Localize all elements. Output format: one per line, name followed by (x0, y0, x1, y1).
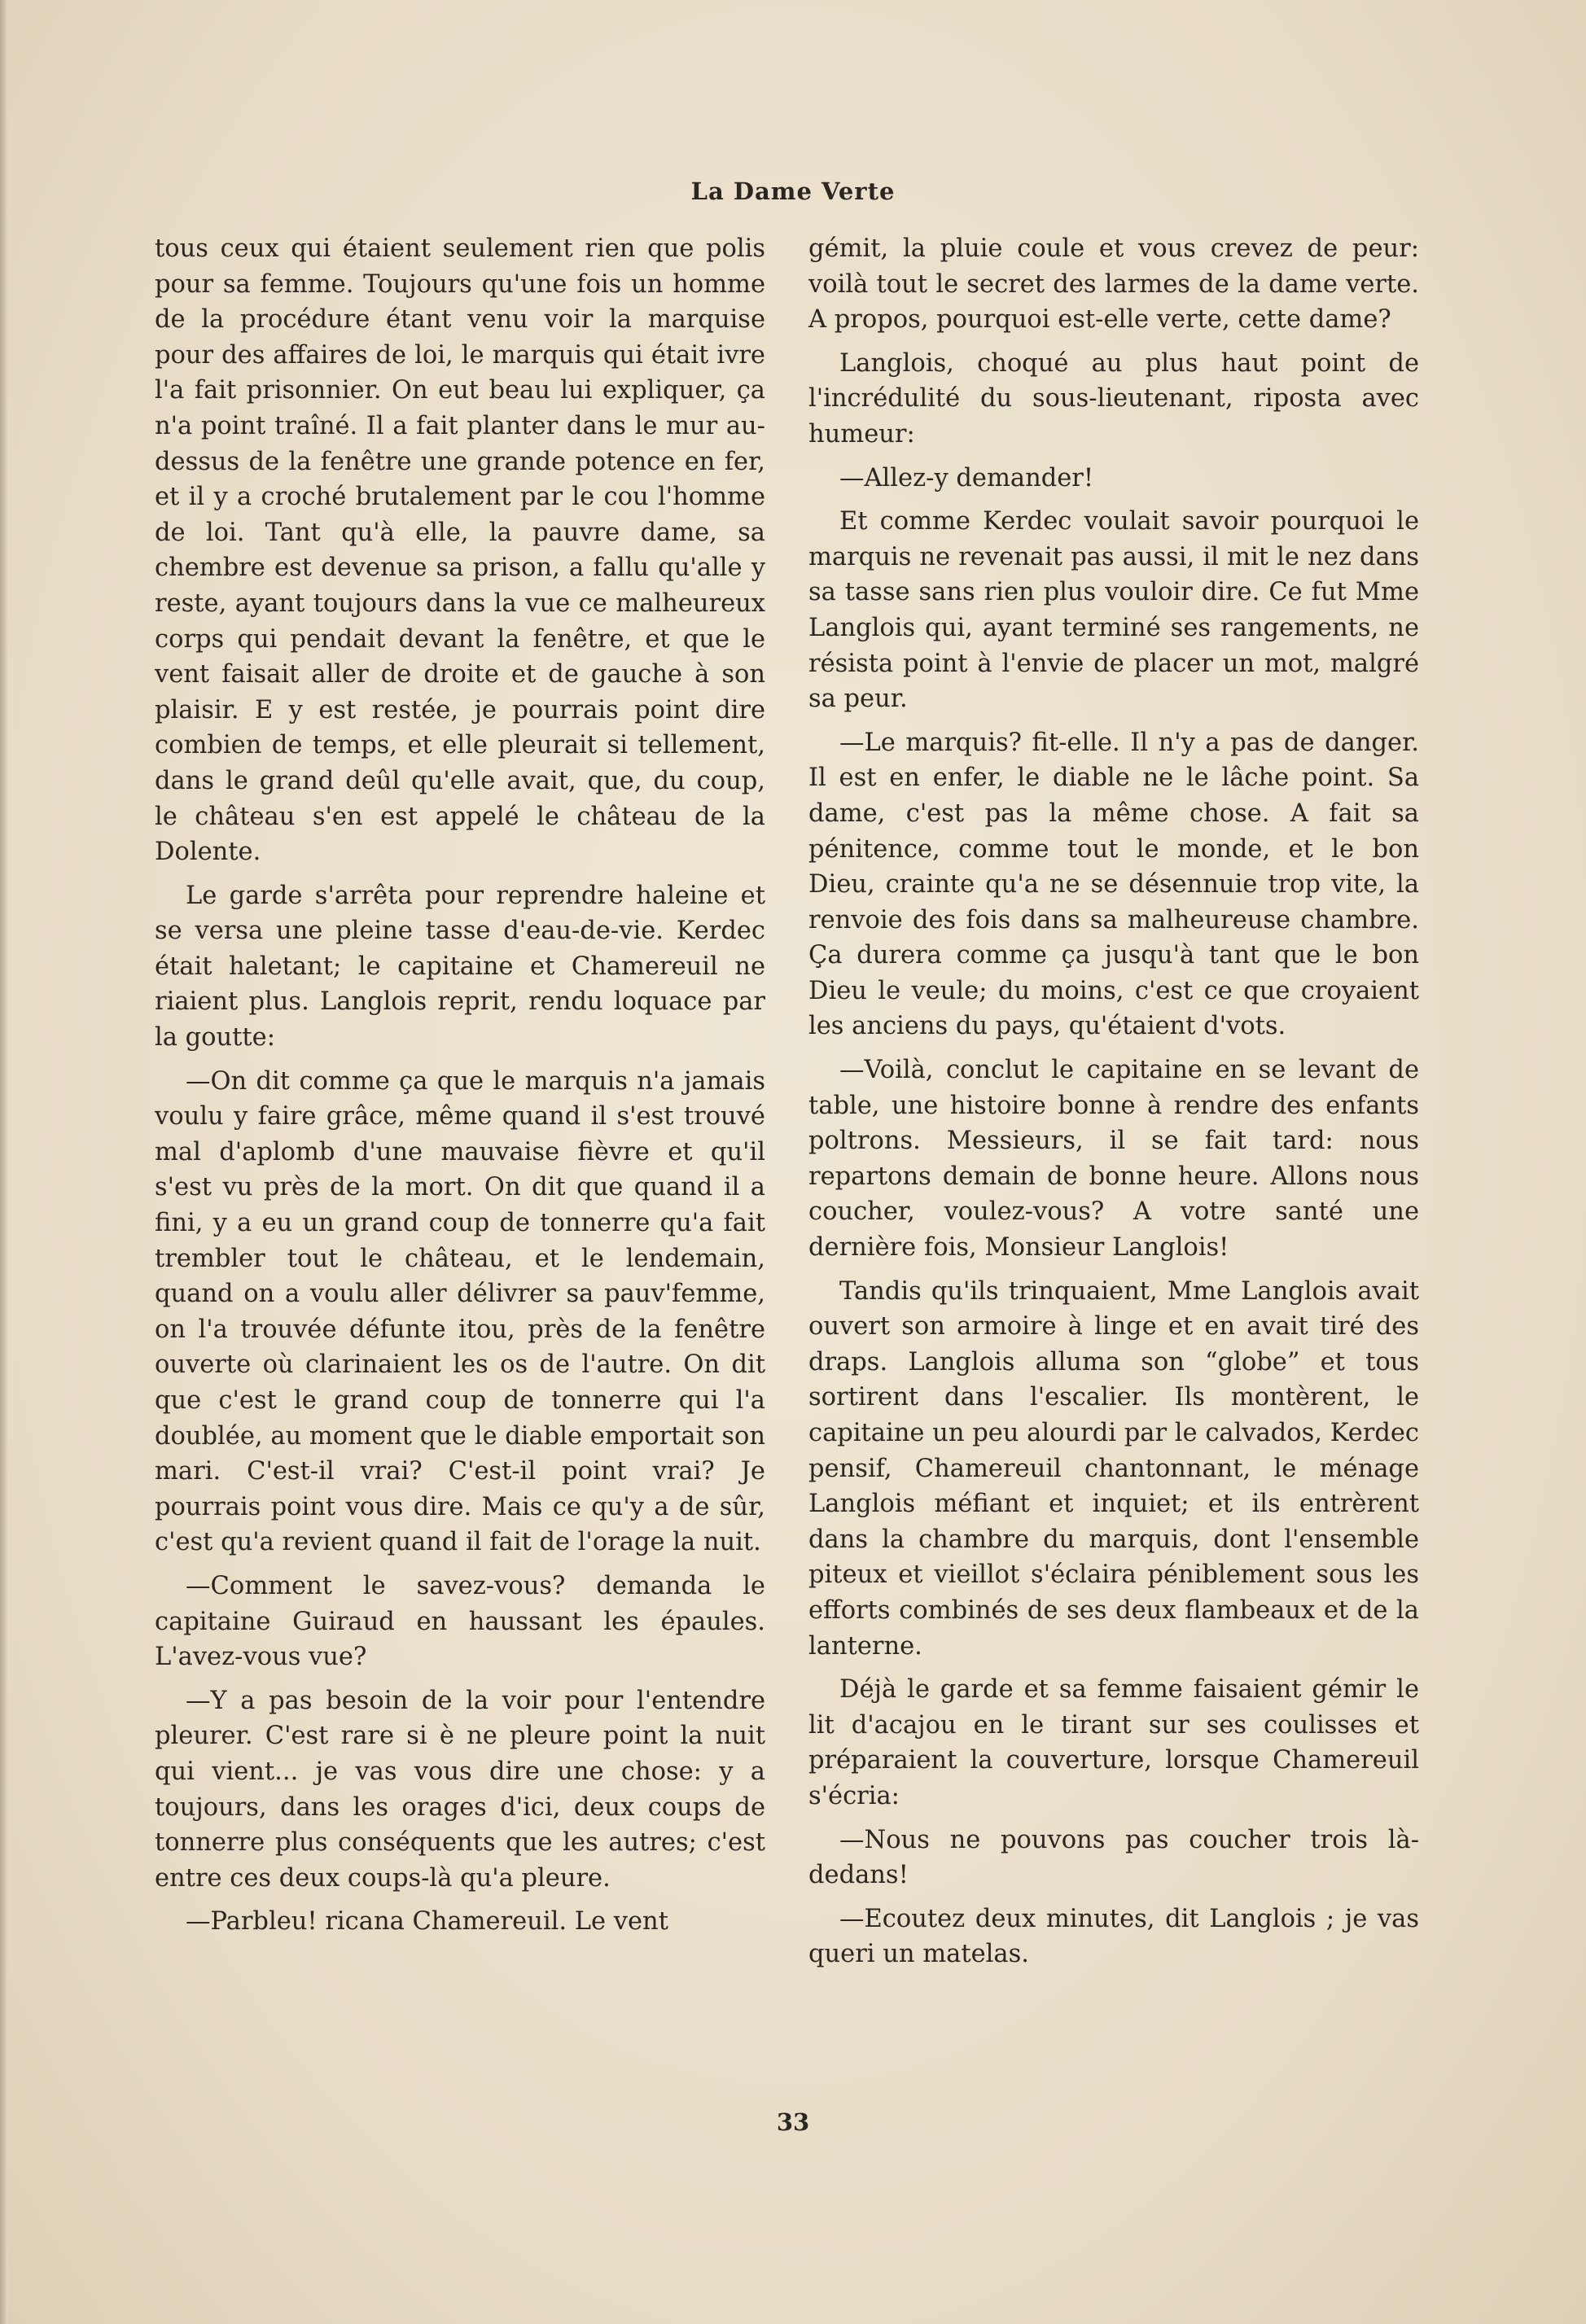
paragraph: —Nous ne pouvons pas coucher trois là-dedans! (808, 1825, 1419, 1890)
running-title: La Dame Verte (690, 177, 896, 205)
left-column (155, 231, 765, 1940)
paragraph: tous ceux qui étaient seulement rien que polis pour sa femme. Toujours qu'une fois un homme de la procédure étant venu voir la marquise pour des affaires de loi, le marquis qui était ivre l'a fait prisonnier. On eut beau lui expliquer, ça n'a point traîné. Il a fait planter dans le mur au-dessus de la fenêtre une grande potence en fer, et il y a croché brutalement par le cou l'homme de loi. Tant qu'à elle, la pauvre dame, sa chembre est devenue sa prison, a fallu qu'alle y reste, ayant toujours dans la vue ce malheureux corps qui pendait devant la fenêtre, et que le vent faisait aller de droite et de gauche à son plaisir. E y est restée, je pourrais point dire combien de temps, et elle pleurait si tellement, dans le grand deûl qu'elle avait, que, du coup, le château s'en est appelé le château de la Dolente. (155, 234, 765, 867)
paragraph: Le garde s'arrêta pour reprendre haleine et se versa une pleine tasse d'eau-de-vie. Kerdec était haletant; le capitaine et Chamereuil ne riaient plus. Langlois reprit, rendu loquace par la goutte: (155, 881, 765, 1053)
page-number: 33 (776, 2108, 810, 2136)
paragraph: —Voilà, conclut le capitaine en se levant de table, une histoire bonne à rendre des enfants poltrons. Messieurs, il se fait tard: nous repartons demain de bonne heure. Allons nous coucher, voulez-vous? A votre santé une dernière fois, Monsieur Langlois! (808, 1056, 1419, 1263)
right-column (808, 231, 1419, 1972)
paragraph: —Le marquis? fit-elle. Il n'y a pas de danger. Il est en enfer, le diable ne le lâche point. Sa dame, c'est pas la même chose. A fait sa pénitence, comme tout le monde, et le bon Dieu, crainte qu'a ne se désennuie trop vite, la renvoie des fois dans sa malheureuse chambre. Ça durera comme ça jusqu'à tant que le bon Dieu le veule; du moins, c'est ce que croyaient les anciens du pays, qu'étaient d'vots. (808, 728, 1419, 1041)
paragraph: Déjà le garde et sa femme faisaient gémir le lit d'acajou en le tirant sur ses coulisses et préparaient la couverture, lorsque Chamereuil s'écria: (808, 1675, 1419, 1810)
page-binding-edge (0, 0, 8, 2324)
paragraph: Et comme Kerdec voulait savoir pourquoi le marquis ne revenait pas aussi, il mit le nez dans sa tasse sans rien plus vouloir dire. Ce fut Mme Langlois qui, ayant terminé ses rangements, ne résista point à l'envie de placer un mot, malgré sa peur. (808, 507, 1419, 714)
paragraph: —On dit comme ça que le marquis n'a jamais voulu y faire grâce, même quand il s'est trouvé mal d'aplomb d'une mauvaise fièvre et qu'il s'est vu près de la mort. On dit que quand il a fini, y a eu un grand coup de tonnerre qu'a fait trembler tout le château, et le lendemain, quand on a voulu aller délivrer sa pauv'femme, on l'a trouvée défunte itou, près de la fenêtre ouverte où clarinaient les os de l'autre. On dit que c'est le grand coup de tonnerre qui l'a doublée, au moment que le diable emportait son mari. C'est-il vrai? C'est-il point vrai? Je pourrais point vous dire. Mais ce qu'y a de sûr, c'est qu'a revient quand il fait de l'orage la nuit. (155, 1066, 765, 1557)
paragraph: Tandis qu'ils trinquaient, Mme Langlois avait ouvert son armoire à linge et en avait tiré des draps. Langlois alluma son “globe” et tous sortirent dans l'escalier. Ils montèrent, le capitaine un peu alourdi par le calvados, Kerdec pensif, Chamereuil chantonnant, le ménage Langlois méfiant et inquiet; et ils entrèrent dans la chambre du marquis, dont l'ensemble piteux et vieillot s'éclaira péniblement sous les efforts combinés de ses deux flambeaux et de la lanterne. (808, 1276, 1419, 1661)
paragraph: Langlois, choqué au plus haut point de l'incrédulité du sous-lieutenant, riposta avec humeur: (808, 348, 1419, 449)
paragraph: —Comment le savez-vous? demanda le capitaine Guiraud en haussant les épaules. L'avez-vous vue? (155, 1571, 765, 1672)
paragraph: —Allez-y demander! (839, 463, 1094, 492)
paragraph: —Y a pas besoin de la voir pour l'entendre pleurer. C'est rare si è ne pleure point la nuit qui vient... je vas vous dire une chose: y a toujours, dans les orages d'ici, deux coups de tonnerre plus conséquents que les autres; c'est entre ces deux coups-là qu'a pleure. (155, 1686, 765, 1893)
paragraph: —Ecoutez deux minutes, dit Langlois ; je vas queri un matelas. (808, 1904, 1419, 1969)
paragraph: —Parbleu! ricana Chamereuil. Le vent (186, 1907, 668, 1937)
paragraph: gémit, la pluie coule et vous crevez de peur: voilà tout le secret des larmes de la dame verte. A propos, pourquoi est-elle verte, cette dame? (808, 234, 1419, 335)
